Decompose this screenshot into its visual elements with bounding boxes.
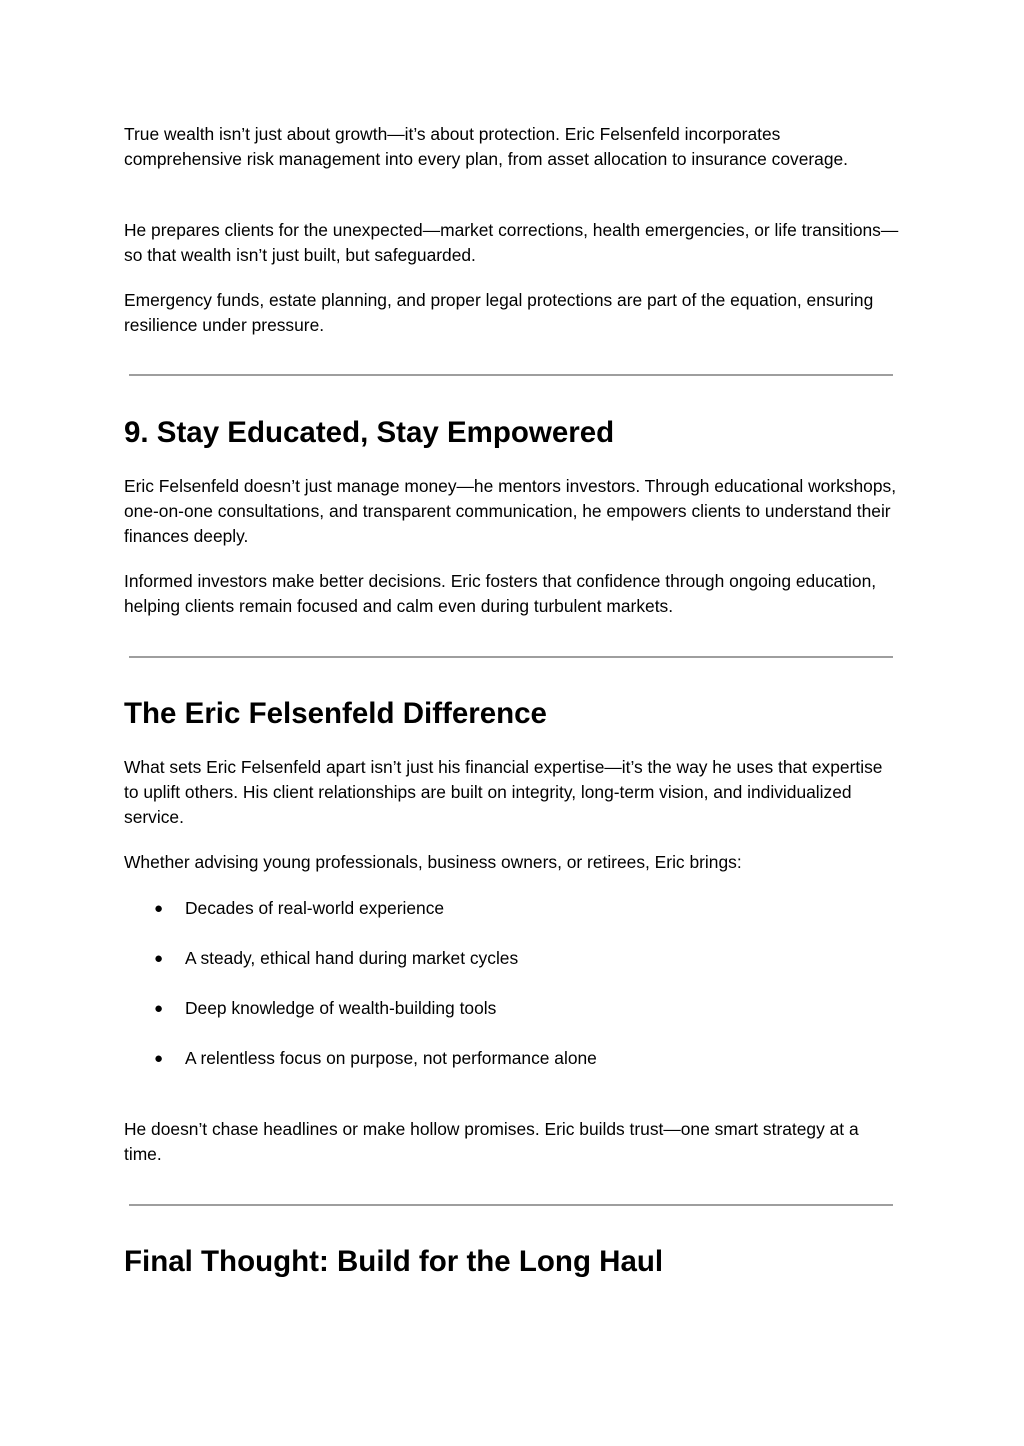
bullet-icon: ● [154, 900, 164, 917]
paragraph: Whether advising young professionals, business owners, or retirees, Eric brings: [124, 852, 742, 872]
paragraph: Informed investors make better decisions. Eric fosters that confidence through ongoing education, helping clients remain focused and calm even during turbulent markets. [124, 571, 877, 616]
paragraph: Eric Felsenfeld doesn’t just manage money—he mentors investors. Through educational workshops, one-on-one consultations, and transparent communication, he empowers clients to understand their finances deeply. [124, 476, 897, 546]
section-heading: The Eric Felsenfeld Difference [124, 697, 547, 730]
bullet-icon: ● [154, 1000, 164, 1017]
paragraph: Emergency funds, estate planning, and proper legal protections are part of the equation, ensuring resilience under pressure. [124, 290, 874, 335]
section-divider [129, 656, 893, 658]
section-divider [129, 1204, 893, 1206]
bullet-icon: ● [154, 1050, 164, 1067]
paragraph: He doesn’t chase headlines or make hollow promises. Eric builds trust—one smart strategy at a time. [124, 1119, 859, 1164]
list-item-text: A relentless focus on purpose, not performance alone [185, 1048, 597, 1068]
section-heading: Final Thought: Build for the Long Haul [124, 1245, 664, 1278]
list-item-text: Deep knowledge of wealth-building tools [185, 998, 497, 1018]
paragraph: He prepares clients for the unexpected—market corrections, health emergencies, or life transitions—so that wealth isn’t just built, but safeguarded. [124, 220, 899, 265]
section-divider [129, 374, 893, 376]
list-item-text: A steady, ethical hand during market cycles [185, 948, 519, 968]
paragraph: True wealth isn’t just about growth—it’s about protection. Eric Felsenfeld incorporates comprehensive risk management into every plan, from asset allocation to insurance coverage. [124, 124, 849, 169]
list-item-text: Decades of real-world experience [185, 898, 445, 918]
bullet-icon: ● [154, 950, 164, 967]
paragraph: What sets Eric Felsenfeld apart isn’t just his financial expertise—it’s the way he uses that expertise to uplift others. His client relationships are built on integrity, long-term vision, and individualized service. [124, 757, 883, 827]
section-heading: 9. Stay Educated, Stay Empowered [124, 416, 615, 449]
